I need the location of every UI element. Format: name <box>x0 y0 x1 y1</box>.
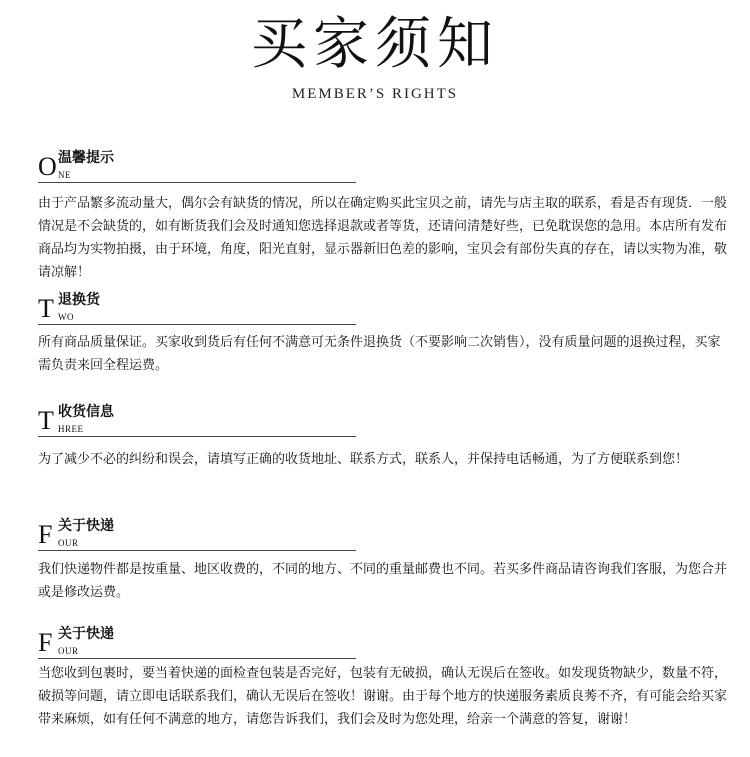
page-title: 买家须知 <box>251 12 499 77</box>
section-initial: T <box>38 406 54 435</box>
section-heading <box>38 518 728 554</box>
section-two <box>38 292 728 377</box>
section-divider <box>38 550 356 551</box>
section-body: 我们快递物件都是按重量、地区收费的，不同的地方、不同的重量邮费也不同。若买多件商品请咨询我们客服，为您合并或是修改运费。 <box>38 562 728 600</box>
section-body: 当您收到包裹时，要当着快递的面检查包装是否完好，包装有无破损，确认无误后在签收。如发现货物缺少，数量不符，破损等问题，请立即电话联系我们，确认无误后在签收！谢谢。由于每个地方的快递服务素质良莠不齐，有可能会给买家带来麻烦，如有任何不满意的地方，请您告诉我们，我们会及时为您处理，给亲一个满意的答复，谢谢！ <box>38 666 728 727</box>
section-divider <box>38 182 356 183</box>
section-heading <box>38 404 728 440</box>
section-initial: O <box>38 152 57 181</box>
section-five <box>38 626 728 731</box>
section-heading <box>38 150 728 186</box>
section-four <box>38 518 728 604</box>
section-initial: T <box>38 294 54 323</box>
section-heading <box>38 292 728 328</box>
section-subtitle: OUR <box>58 646 79 656</box>
section-title: 收货信息 <box>58 404 114 420</box>
section-divider <box>38 324 356 325</box>
section-title: 关于快递 <box>58 626 114 642</box>
section-subtitle: HREE <box>58 424 84 434</box>
section-subtitle: OUR <box>58 538 79 548</box>
section-title: 退换货 <box>58 292 100 308</box>
section-body: 所有商品质量保证。买家收到货后有任何不满意可无条件退换货（不要影响二次销售），没有质量问题的退换过程，买家需负责来回全程运费。 <box>38 335 721 373</box>
section-divider <box>38 436 356 437</box>
section-one <box>38 150 728 284</box>
section-title: 关于快递 <box>58 518 114 534</box>
section-divider <box>38 658 356 659</box>
section-initial: F <box>38 628 53 657</box>
section-title: 温馨提示 <box>58 150 114 166</box>
section-body: 由于产品繁多流动量大，偶尔会有缺货的情况，所以在确定购买此宝贝之前，请先与店主取的联系，看是否有现货．一般情况是不会缺货的，如有断货我们会及时通知您选择退款或者等货，还请问清楚好些，已免耽误您的急用。本店所有发布商品均为实物拍摄，由于环境，角度，阳光直射，显示器新旧色差的影响，宝贝会有部份失真的存在，请以实物为准，敬请凉解！ <box>38 196 728 280</box>
section-body: 为了减少不必的纠纷和误会，请填写正确的收货地址、联系方式，联系人，并保持电话畅通，为了方便联系到您！ <box>38 452 689 467</box>
section-subtitle: NE <box>58 170 71 180</box>
section-three <box>38 404 728 471</box>
section-initial: F <box>38 520 53 549</box>
section-subtitle: WO <box>58 312 74 322</box>
section-heading <box>38 626 728 662</box>
page-subtitle: MEMBER’S RIGHTS <box>291 86 459 102</box>
